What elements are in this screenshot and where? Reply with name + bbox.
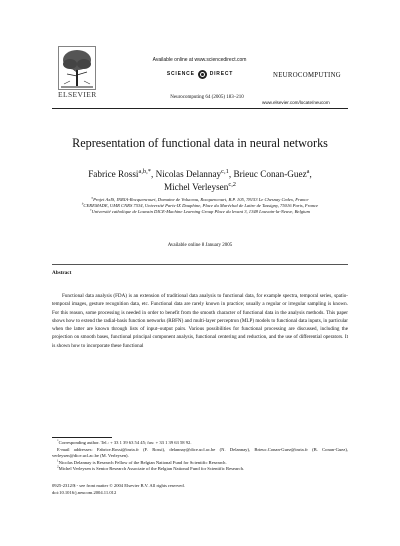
affiliation-text: CEREMADE, UMR CNRS 7534, Université Paris-IX Dauphine, Place du Maréchal de Lattre de Tassigny, 75016 Paris, France: [83, 203, 319, 208]
footnote-text: E-mail addresses: Fabrice.Rossi@inria.fr (F. Rossi), delannay@dice.ucl.ac.be (N. Delannay), Brieuc.Conan-Guez@inria.fr (B. Conan-Guez), verleysen@dice.ucl.ac.be (M. Verleysen).: [52, 446, 348, 459]
abstract-rule: [52, 264, 348, 265]
footnote-marker: *: [57, 438, 59, 443]
sciencedirect-left: SCIENCE: [166, 71, 195, 77]
affiliation-text: Projet AxIS, INRIA-Rocquencourt, Domaine de Voluceau, Rocquencourt, B.P. 105, 78153 Le Chesnay Cedex, France: [93, 197, 309, 202]
doi-link[interactable]: doi:10.1016/j.neucom.2004.11.012: [52, 489, 117, 495]
journal-reference: Neurocomputing 64 (2005) 183–210: [170, 95, 244, 100]
sciencedirect-right: DIRECT: [209, 71, 234, 77]
available-online-link[interactable]: Available online at www.sciencedirect.com: [152, 57, 247, 63]
author-verleysen: Michel Verleysen: [163, 182, 229, 192]
sciencedirect-logo: [147, 68, 253, 80]
header-rule: [52, 108, 348, 109]
publisher-name: ELSEVIER: [58, 90, 97, 99]
footnote-corresponding: [52, 440, 348, 447]
author-conan-guez: , Brieuc Conan-Guez: [228, 169, 307, 179]
footnote-marker: 1: [57, 458, 59, 463]
elsevier-tree-logo: [58, 46, 96, 90]
affiliation-marker: c: [90, 207, 92, 212]
footnote-text: Corresponding author. Tel.: + 33 1 39 63 54 45; fax: + 33 1 39 63 58 92.: [58, 440, 192, 445]
sciencedirect-at-icon: [198, 70, 207, 79]
author-rossi: Fabrice Rossi: [88, 169, 139, 179]
author-sup: c,1: [221, 167, 229, 175]
footnote-text: Nicolas Delannay is Research Fellow of the Belgian National Fund for Scientific Research.: [58, 459, 227, 465]
front-matter-block: [52, 483, 348, 496]
footnote-2: [52, 466, 348, 473]
author-separator: ,: [309, 169, 312, 179]
footnote-rule: [52, 437, 112, 438]
affiliation-text: Université catholique de Louvain DICE-Machine Learning Group Place du levant 3, 1348 Louvain-la-Neuve, Belgium: [91, 209, 310, 214]
available-online-date: Available online 8 January 2005: [167, 243, 233, 248]
paper-title: Representation of functional data in neural networks: [72, 136, 328, 150]
affiliations: [55, 197, 345, 215]
author-list: [50, 168, 350, 194]
affiliation-marker: b: [81, 201, 84, 206]
copyright-line: 0925-2312/$ - see front matter © 2004 Elsevier B.V. All rights reserved.: [52, 483, 185, 488]
author-sup: a: [306, 167, 310, 175]
footnote-text: Michel Verleysen is Senior Research Associate of the Belgian National Fund for Scientific Research.: [58, 466, 245, 472]
footnotes: [52, 440, 348, 473]
author-sup: c,2: [228, 180, 237, 188]
abstract-body: Functional data analysis (FDA) is an extension of traditional data analysis to functional data, for example spectra, temporal series, spatio-temporal images, gesture recognition data, etc. Functional data are rarely known in practice; usually a regular or irregular sampling is known. For this reason, some processing is needed in order to benefit from the smooth character of functional data in the analysis methods. This paper shows how to extend the radial-basis function networks (RBFN) and multi-layer perceptron (MLP) models to functional data inputs, in particular when the latter are known through lists of input–output pairs. Various possibilities for functional processing are discussed, including the projection on smooth bases, functional principal component analysis, functional centering and reduction, and the use of differential operators. It is shown how to incorporate these functional: [52, 293, 348, 349]
journal-url-link[interactable]: www.elsevier.com/locate/neucom: [262, 100, 330, 105]
author-sup: a,b,*: [138, 167, 151, 175]
footnote-marker: 2: [57, 464, 59, 469]
affiliation-marker: a: [91, 195, 94, 200]
affiliation-c: [55, 209, 345, 215]
abstract-heading: Abstract: [52, 270, 72, 276]
author-delannay: , Nicolas Delannay: [150, 169, 222, 179]
journal-name: NEUROCOMPUTING: [273, 72, 342, 79]
